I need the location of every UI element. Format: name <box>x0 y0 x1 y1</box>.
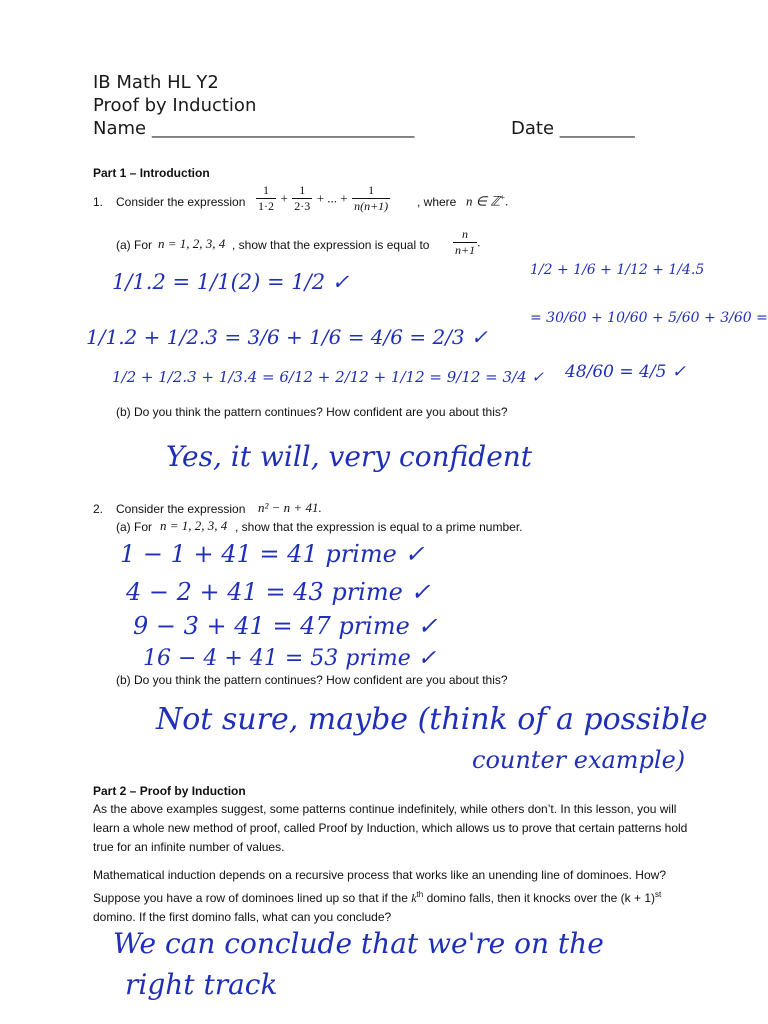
name-field <box>93 118 414 139</box>
part2-paragraph-1: As the above examples suggest, some patterns continue indefinitely, while others don’t. In this lesson, you will learn a whole new method of proof, called Proof by Induction, which allows us to prove that certain patterns hold true for an infinite number of values. <box>93 802 688 854</box>
fraction: $\frac{1}{2\cdot 3}$ <box>294 183 311 213</box>
hw-part2-answer-1: We can conclude that we're on the <box>113 927 604 960</box>
q2a-tail: , show that the expression is equal to a prime number. <box>235 520 523 534</box>
hw-part2-answer-2: right track <box>125 968 278 1001</box>
q2-number: 2. <box>93 502 104 516</box>
q2-lead: Consider the expression <box>116 502 246 516</box>
hw-q2-row3: 9 − 3 + 41 = 47 prime ✓ <box>133 612 438 640</box>
q1-lead: Consider the expression <box>116 195 246 209</box>
hw-q2b-answer-2: counter example) <box>472 746 686 774</box>
fraction: $\frac{1}{1\cdot 2}$ <box>258 183 274 213</box>
hw-q1-line1: 1/1.2 = 1/1(2) = 1/2 ✓ <box>112 270 350 294</box>
hw-q2-row1: 1 − 1 + 41 = 41 prime ✓ <box>120 540 425 568</box>
part1-title: Part 1 – Introduction <box>93 166 210 180</box>
q1-tail: , where <box>417 195 457 209</box>
q1a-mid: , show that the expression is equal to <box>232 238 430 252</box>
hw-q1-line3: 1/2 + 1/2.3 + 1/3.4 = 6/12 + 2/12 + 1/12 = 9/12 = 3/4 ✓ <box>112 368 544 386</box>
q1a-values: n = 1, 2, 3, 4 <box>158 236 226 251</box>
course-title: IB Math HL Y2 <box>93 72 219 93</box>
q1b-text: (b) Do you think the pattern continues? How confident are you about this? <box>116 405 508 419</box>
hw-q2-row2: 4 − 2 + 41 = 43 prime ✓ <box>126 578 431 606</box>
part2-title: Part 2 – Proof by Induction <box>93 784 246 798</box>
q2a-values: n = 1, 2, 3, 4 <box>160 518 228 533</box>
q2-expression: n² − n + 41. <box>258 500 322 515</box>
hw-q1b-answer: Yes, it will, very confident <box>166 440 533 473</box>
hw-q1-right3: 48/60 = 4/5 ✓ <box>565 362 687 382</box>
fraction: $\frac{1}{n(n+1)}$ <box>354 183 389 213</box>
q2b-text: (b) Do you think the pattern continues? How confident are you about this? <box>116 673 508 687</box>
part2-paragraph-2: Mathematical induction depends on a recursive process that works like an unending line of dominoes. How? Suppose you have a row of dominoes lined up so that if the $k^{th}$ domino falls, then it knocks over the $(k + 1)^{st}$ domino. If the first domino falls, what can you conclude? <box>93 868 666 924</box>
fraction: $\frac{n}{n+1}$ <box>455 227 476 257</box>
q2a-lead: (a) For <box>116 520 152 534</box>
q1a-fraction: $\frac{n}{n+1}$ . <box>455 227 481 257</box>
hw-q1-right2: = 30/60 + 10/60 + 5/60 + 3/60 = <box>530 310 768 326</box>
topic-title: Proof by Induction <box>93 95 257 116</box>
q1-domain: n ∈ ℤ+. <box>466 193 509 209</box>
q1-number: 1. <box>93 195 104 209</box>
name-label: Name <box>93 118 147 139</box>
hw-q1-right1: 1/2 + 1/6 + 1/12 + 1/4.5 <box>530 262 705 278</box>
hw-q1-line2: 1/1.2 + 1/2.3 = 3/6 + 1/6 = 4/6 = 2/3 ✓ <box>86 325 488 349</box>
date-field <box>511 118 635 139</box>
date-blank: __________ <box>559 120 635 138</box>
name-blank: ___________________________________ <box>151 120 415 138</box>
q1-expression: $\frac{1}{1\cdot 2}$ + $\frac{1}{2\cdot 3}$ + ... + $\frac{1}{n(n+1)}$ <box>258 183 389 213</box>
hw-q2b-answer-1: Not sure, maybe (think of a possible <box>156 702 708 737</box>
date-label: Date <box>511 118 555 139</box>
hw-q2-row4: 16 − 4 + 41 = 53 prime ✓ <box>143 646 437 671</box>
q1a-lead: (a) For <box>116 238 152 252</box>
